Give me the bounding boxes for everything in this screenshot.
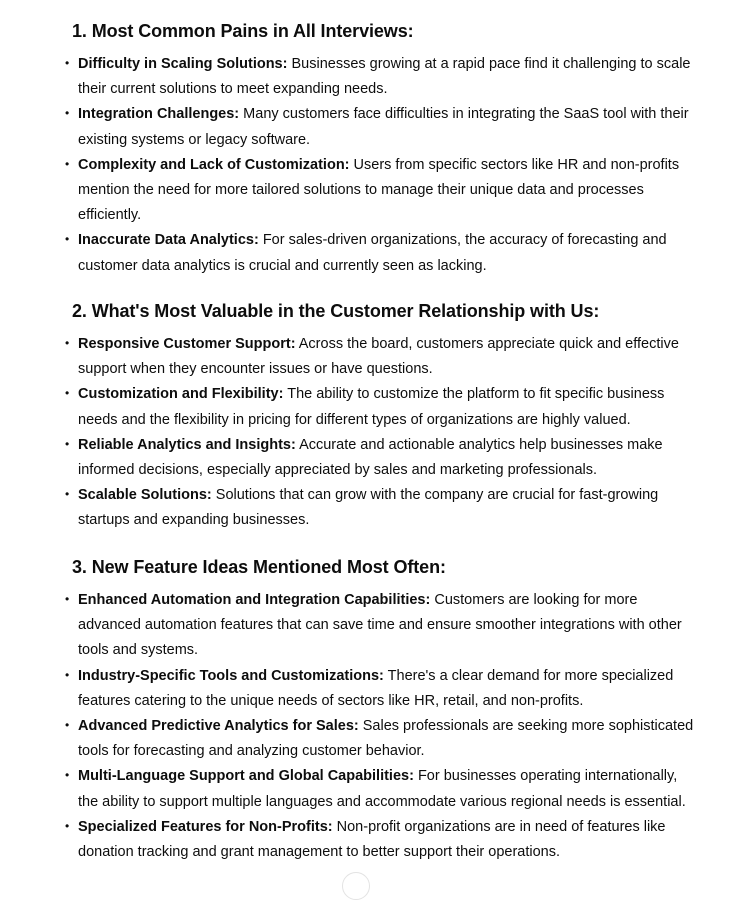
list-item-term: Integration Challenges: — [78, 106, 240, 123]
bullet-icon: • — [65, 487, 70, 502]
list-item-text: Sales professionals are seeking more sophisticated tools for forecasting and analyzing customer behavior. — [78, 718, 694, 760]
list-item-text: Businesses growing at a rapid pace find it challenging to scale their current solutions to meet expanding needs. — [78, 56, 691, 98]
list-item-term: Difficulty in Scaling Solutions: — [78, 56, 288, 72]
section-heading-feature-ideas: 3. New Feature Ideas Mentioned Most Often: — [72, 557, 446, 577]
bullet-icon: • — [65, 106, 70, 121]
list-item-text: Solutions that can grow with the company are crucial for fast-growing startups and expanding businesses. — [78, 487, 659, 529]
bullet-icon: • — [65, 436, 70, 451]
list-item — [0, 102, 733, 152]
list-item-text: The ability to customize the platform to fit specific business needs and the flexibility in pricing for different types of organizations are highly valued. — [78, 386, 665, 428]
list-item — [0, 228, 733, 278]
bullet-icon: • — [65, 232, 70, 247]
section-heading-common-pains: 1. Most Common Pains in All Interviews: — [72, 21, 414, 41]
common-pains-list — [0, 52, 733, 279]
list-item — [0, 664, 733, 714]
scroll-down-button[interactable] — [342, 872, 370, 900]
list-item-text: For sales-driven organizations, the accuracy of forecasting and customer data analytics is crucial and currently seen as lacking. — [78, 232, 667, 274]
list-item-term: Responsive Customer Support: — [78, 336, 296, 352]
list-item-text: There's a clear demand for more specialized features catering to the unique needs of sectors like HR, retail, and non-profits. — [78, 667, 674, 709]
list-item-term: Customization and Flexibility: — [78, 386, 284, 403]
bullet-icon: • — [65, 386, 70, 401]
list-item-term: Specialized Features for Non-Profits: — [78, 818, 333, 835]
list-item-text: Accurate and actionable analytics help businesses make informed decisions, especially appreciated by sales and marketing professionals. — [78, 436, 663, 479]
list-item-term: Scalable Solutions: — [78, 487, 212, 504]
bullet-icon: • — [65, 156, 70, 171]
list-item-term: Complexity and Lack of Customization: — [78, 156, 350, 173]
list-item — [0, 815, 733, 865]
list-item — [0, 483, 733, 533]
bullet-icon: • — [65, 818, 70, 833]
bullet-icon: • — [65, 667, 70, 682]
bullet-icon: • — [65, 768, 70, 783]
list-item — [0, 764, 733, 814]
list-item-text: For businesses operating internationally, the ability to support multiple languages and accommodate various regional needs is essential. — [78, 768, 686, 810]
bullet-icon: • — [65, 336, 70, 350]
list-item-text: Across the board, customers appreciate quick and effective support when they encounter issues or have questions. — [78, 336, 679, 378]
list-item — [0, 433, 733, 483]
list-item — [0, 714, 733, 764]
list-item-text: Users from specific sectors like HR and non-profits mention the need for more tailored solutions to manage their unique data and processes efficiently. — [78, 156, 680, 224]
list-item-term: Multi-Language Support and Global Capabilities: — [78, 768, 414, 785]
list-item-text: Many customers face difficulties in integrating the SaaS tool with their existing systems or legacy software. — [78, 106, 689, 148]
feature-ideas-list — [0, 588, 733, 865]
list-item-term: Enhanced Automation and Integration Capabilities: — [78, 592, 431, 608]
bullet-icon: • — [65, 592, 70, 606]
list-item-term: Industry-Specific Tools and Customizations: — [78, 667, 384, 684]
list-item-text: Non-profit organizations are in need of features like donation tracking and grant management to better support their operations. — [78, 818, 666, 861]
list-item — [0, 382, 733, 432]
list-item-term: Inaccurate Data Analytics: — [78, 232, 259, 249]
bullet-icon: • — [65, 718, 70, 733]
section-heading-most-valuable: 2. What's Most Valuable in the Customer Relationship with Us: — [72, 301, 600, 321]
list-item — [0, 332, 733, 382]
list-item-term: Advanced Predictive Analytics for Sales: — [78, 718, 359, 735]
bullet-icon: • — [65, 56, 70, 70]
list-item — [0, 153, 733, 229]
list-item — [0, 588, 733, 664]
list-item-text: Customers are looking for more advanced automation features that can save time and ensure smoother integrations with other tools and systems. — [78, 592, 682, 659]
list-item — [0, 52, 733, 102]
most-valuable-list — [0, 332, 733, 534]
list-item-term: Reliable Analytics and Insights: — [78, 436, 296, 453]
